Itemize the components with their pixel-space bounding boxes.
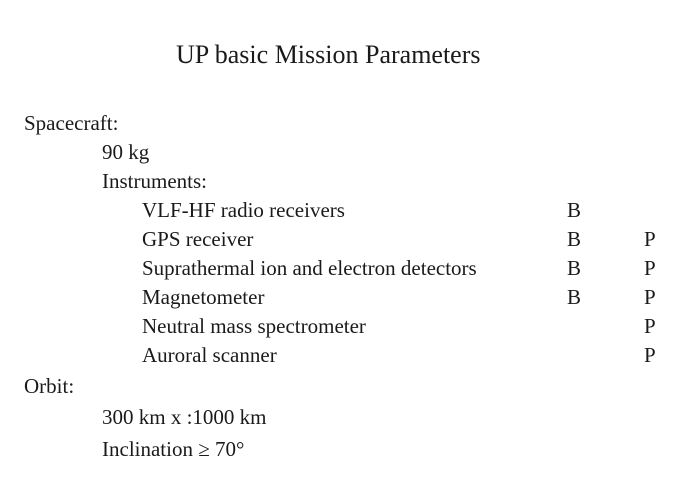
- instrument-b-flag: B: [567, 285, 582, 309]
- instrument-p-flag: P: [644, 256, 656, 280]
- spacecraft-mass: 90 kg: [102, 140, 150, 164]
- instrument-p-flag: P: [644, 227, 656, 251]
- instrument-name: Magnetometer: [142, 285, 265, 309]
- instrument-p-flag: P: [644, 285, 656, 309]
- instrument-name: Auroral scanner: [142, 343, 277, 367]
- instrument-p-flag: P: [644, 314, 656, 338]
- instruments-heading: Instruments:: [102, 169, 207, 193]
- instrument-b-flag: B: [567, 256, 582, 280]
- instrument-b-flag: B: [567, 227, 582, 251]
- instrument-name: VLF-HF radio receivers: [142, 198, 345, 222]
- document-title: UP basic Mission Parameters: [176, 40, 481, 69]
- orbit-inclination: Inclination ≥ 70°: [102, 437, 245, 461]
- instrument-p-flag: P: [644, 343, 656, 367]
- instrument-b-flag: B: [567, 198, 582, 222]
- orbit-altitude: 300 km x :1000 km: [102, 405, 267, 429]
- instrument-name: GPS receiver: [142, 227, 254, 251]
- orbit-heading: Orbit:: [24, 374, 75, 398]
- instrument-name: Neutral mass spectrometer: [142, 314, 366, 338]
- spacecraft-heading: Spacecraft:: [24, 111, 119, 135]
- instrument-name: Suprathermal ion and electron detectors: [142, 256, 477, 280]
